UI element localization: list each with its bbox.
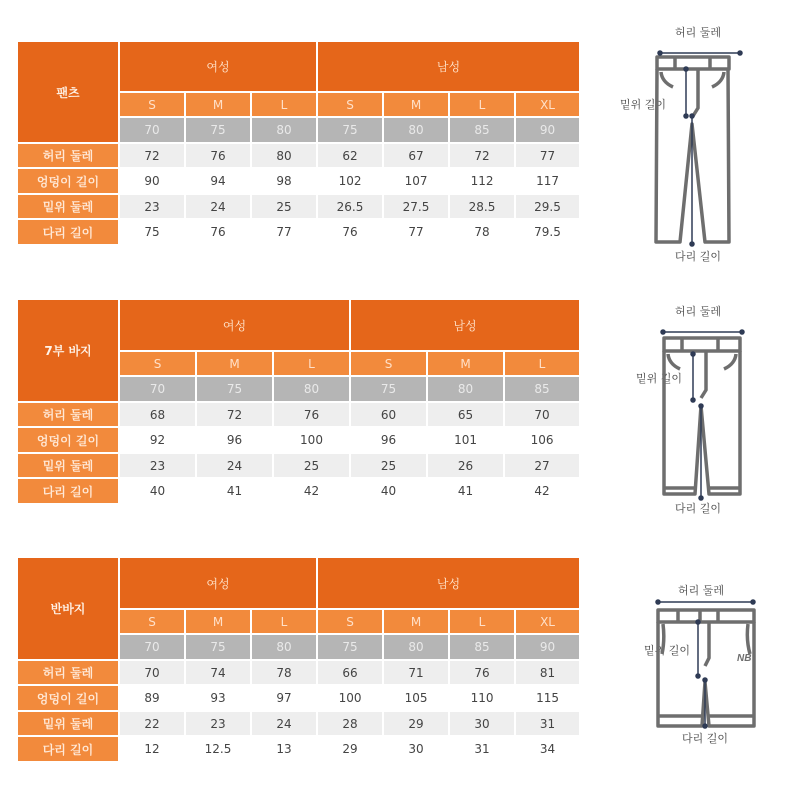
leg-label: 다리 길이 <box>675 250 722 263</box>
table-row <box>17 478 580 504</box>
table-row <box>17 143 580 168</box>
value-cell: 28.5 <box>449 194 515 219</box>
value-cell: 62 <box>317 143 383 168</box>
value-cell: 76 <box>185 143 251 168</box>
value-cell: 89 <box>119 685 185 711</box>
size-label: L <box>251 92 317 117</box>
shorts-measurement-diagram <box>620 570 790 750</box>
value-cell: 13 <box>251 736 317 762</box>
waist-code: 75 <box>185 634 251 660</box>
table-row <box>17 219 580 245</box>
value-cell: 90 <box>119 168 185 194</box>
value-cell: 78 <box>251 660 317 685</box>
value-cell: 79.5 <box>515 219 580 245</box>
value-cell: 66 <box>317 660 383 685</box>
value-cell: 12 <box>119 736 185 762</box>
value-cell: 40 <box>350 478 427 504</box>
long-pants-icon <box>620 20 790 270</box>
row-label-leg: 다리 길이 <box>17 478 119 504</box>
waist-code: 80 <box>383 634 449 660</box>
value-cell: 60 <box>350 402 427 427</box>
waist-code: 75 <box>317 634 383 660</box>
cropped-pants-size-table <box>16 298 581 505</box>
value-cell: 76 <box>449 660 515 685</box>
size-label: L <box>449 609 515 634</box>
waist-code: 80 <box>251 117 317 143</box>
value-cell: 96 <box>350 427 427 453</box>
waist-code: 85 <box>504 376 580 402</box>
waist-code: 90 <box>515 634 580 660</box>
table-row <box>17 168 580 194</box>
row-label-rise: 밑위 둘레 <box>17 453 119 478</box>
value-cell: 92 <box>119 427 196 453</box>
leg-label: 다리 길이 <box>675 502 722 515</box>
waist-code: 85 <box>449 117 515 143</box>
value-cell: 23 <box>119 453 196 478</box>
waist-code: 85 <box>449 634 515 660</box>
value-cell: 76 <box>185 219 251 245</box>
pants-measurement-diagram <box>620 20 790 270</box>
value-cell: 29 <box>317 736 383 762</box>
row-label-hip: 엉덩이 길이 <box>17 685 119 711</box>
size-label: M <box>185 609 251 634</box>
value-cell: 68 <box>119 402 196 427</box>
size-label: S <box>317 609 383 634</box>
row-label-waist: 허리 둘레 <box>17 143 119 168</box>
value-cell: 74 <box>185 660 251 685</box>
table-row <box>17 402 580 427</box>
table-row <box>17 427 580 453</box>
value-cell: 41 <box>196 478 273 504</box>
waist-code: 75 <box>317 117 383 143</box>
size-label: XL <box>515 609 580 634</box>
value-cell: 29 <box>383 711 449 736</box>
value-cell: 71 <box>383 660 449 685</box>
value-cell: 81 <box>515 660 580 685</box>
row-label-waist: 허리 둘레 <box>17 402 119 427</box>
value-cell: 42 <box>504 478 580 504</box>
pants-size-table <box>16 40 581 246</box>
rise-label: 밑위 길이 <box>620 98 667 111</box>
value-cell: 70 <box>504 402 580 427</box>
waist-code: 90 <box>515 117 580 143</box>
cropped-pants-measurement-diagram <box>620 298 790 523</box>
men-header: 남성 <box>350 299 580 351</box>
value-cell: 72 <box>449 143 515 168</box>
value-cell: 93 <box>185 685 251 711</box>
men-header: 남성 <box>317 41 580 92</box>
value-cell: 117 <box>515 168 580 194</box>
table-row <box>17 194 580 219</box>
value-cell: 98 <box>251 168 317 194</box>
value-cell: 34 <box>515 736 580 762</box>
waist-code: 70 <box>119 117 185 143</box>
size-label: S <box>119 609 185 634</box>
value-cell: 23 <box>119 194 185 219</box>
value-cell: 40 <box>119 478 196 504</box>
women-header: 여성 <box>119 41 317 92</box>
waist-code: 75 <box>350 376 427 402</box>
leg-label: 다리 길이 <box>682 732 729 745</box>
size-label: M <box>185 92 251 117</box>
waist-code: 80 <box>251 634 317 660</box>
value-cell: 80 <box>251 143 317 168</box>
value-cell: 25 <box>273 453 350 478</box>
shorts-icon <box>620 570 790 750</box>
value-cell: 24 <box>251 711 317 736</box>
table-row <box>17 453 580 478</box>
waist-code: 80 <box>383 117 449 143</box>
value-cell: 76 <box>317 219 383 245</box>
waist-code: 75 <box>185 117 251 143</box>
table-row <box>17 736 580 762</box>
size-label: M <box>196 351 273 376</box>
category-header: 7부 바지 <box>17 299 119 402</box>
women-header: 여성 <box>119 299 350 351</box>
value-cell: 75 <box>119 219 185 245</box>
value-cell: 26 <box>427 453 504 478</box>
brand-logo: NB <box>737 653 752 664</box>
women-header: 여성 <box>119 557 317 609</box>
value-cell: 12.5 <box>185 736 251 762</box>
men-header: 남성 <box>317 557 580 609</box>
waist-code: 80 <box>273 376 350 402</box>
table-row <box>17 711 580 736</box>
waist-code: 70 <box>119 634 185 660</box>
size-label: M <box>383 92 449 117</box>
size-label: L <box>251 609 317 634</box>
value-cell: 24 <box>196 453 273 478</box>
value-cell: 96 <box>196 427 273 453</box>
cropped-pants-icon <box>620 298 790 523</box>
waist-label: 허리 둘레 <box>675 305 722 318</box>
value-cell: 100 <box>273 427 350 453</box>
value-cell: 25 <box>251 194 317 219</box>
value-cell: 26.5 <box>317 194 383 219</box>
size-label: M <box>427 351 504 376</box>
row-label-hip: 엉덩이 길이 <box>17 427 119 453</box>
value-cell: 42 <box>273 478 350 504</box>
value-cell: 97 <box>251 685 317 711</box>
value-cell: 30 <box>383 736 449 762</box>
size-label: S <box>119 351 196 376</box>
value-cell: 102 <box>317 168 383 194</box>
value-cell: 78 <box>449 219 515 245</box>
waist-label: 허리 둘레 <box>678 584 725 597</box>
value-cell: 77 <box>515 143 580 168</box>
value-cell: 72 <box>196 402 273 427</box>
waist-label: 허리 둘레 <box>675 26 722 39</box>
value-cell: 72 <box>119 143 185 168</box>
size-label: L <box>449 92 515 117</box>
value-cell: 107 <box>383 168 449 194</box>
value-cell: 24 <box>185 194 251 219</box>
value-cell: 28 <box>317 711 383 736</box>
value-cell: 30 <box>449 711 515 736</box>
waist-code: 80 <box>427 376 504 402</box>
value-cell: 115 <box>515 685 580 711</box>
value-cell: 27 <box>504 453 580 478</box>
value-cell: 101 <box>427 427 504 453</box>
size-label: S <box>350 351 427 376</box>
row-label-leg: 다리 길이 <box>17 736 119 762</box>
value-cell: 112 <box>449 168 515 194</box>
value-cell: 27.5 <box>383 194 449 219</box>
value-cell: 29.5 <box>515 194 580 219</box>
value-cell: 106 <box>504 427 580 453</box>
rise-label: 밑위 길이 <box>636 372 683 385</box>
value-cell: 77 <box>383 219 449 245</box>
size-label: S <box>317 92 383 117</box>
value-cell: 23 <box>185 711 251 736</box>
value-cell: 76 <box>273 402 350 427</box>
value-cell: 65 <box>427 402 504 427</box>
table-row <box>17 660 580 685</box>
value-cell: 105 <box>383 685 449 711</box>
value-cell: 77 <box>251 219 317 245</box>
value-cell: 100 <box>317 685 383 711</box>
category-header: 반바지 <box>17 557 119 660</box>
rise-label: 밑위 길이 <box>644 644 691 657</box>
value-cell: 41 <box>427 478 504 504</box>
size-label: L <box>504 351 580 376</box>
row-label-rise: 밑위 둘레 <box>17 194 119 219</box>
row-label-waist: 허리 둘레 <box>17 660 119 685</box>
size-label: S <box>119 92 185 117</box>
waist-code: 70 <box>119 376 196 402</box>
value-cell: 110 <box>449 685 515 711</box>
value-cell: 22 <box>119 711 185 736</box>
value-cell: 67 <box>383 143 449 168</box>
value-cell: 25 <box>350 453 427 478</box>
value-cell: 31 <box>515 711 580 736</box>
row-label-rise: 밑위 둘레 <box>17 711 119 736</box>
value-cell: 94 <box>185 168 251 194</box>
category-header: 팬츠 <box>17 41 119 143</box>
row-label-hip: 엉덩이 길이 <box>17 168 119 194</box>
shorts-size-table <box>16 556 581 763</box>
table-row <box>17 685 580 711</box>
size-label: XL <box>515 92 580 117</box>
row-label-leg: 다리 길이 <box>17 219 119 245</box>
size-label: M <box>383 609 449 634</box>
value-cell: 70 <box>119 660 185 685</box>
value-cell: 31 <box>449 736 515 762</box>
size-label: L <box>273 351 350 376</box>
waist-code: 75 <box>196 376 273 402</box>
